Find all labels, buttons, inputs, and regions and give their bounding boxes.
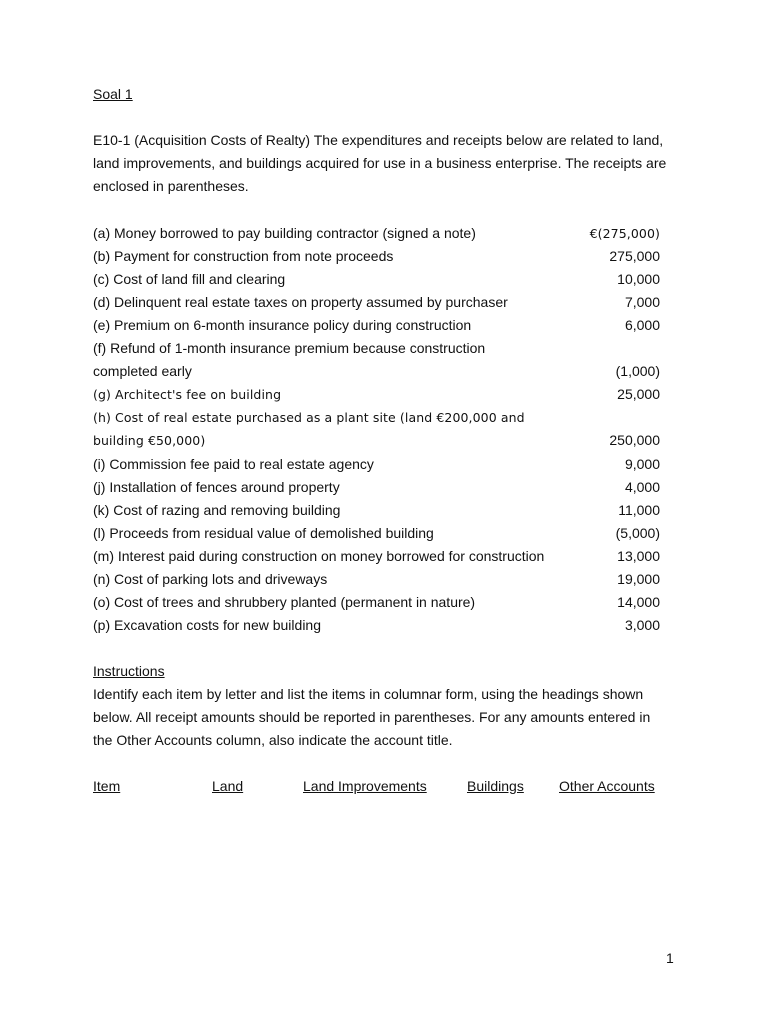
item-p-text: (p) Excavation costs for new building <box>93 617 321 633</box>
page-number: 1 <box>666 950 674 966</box>
column-other-accounts: Other Accounts <box>559 778 655 794</box>
item-e-amount: 6,000 <box>624 317 660 333</box>
item-g-text: (g) Architect's fee on building <box>93 387 282 402</box>
heading: Soal 1 <box>93 86 133 102</box>
instructions-title: Instructions <box>93 663 165 679</box>
item-e-text: (e) Premium on 6-month insurance policy during construction <box>93 317 472 333</box>
item-h-text-cont: building €50,000) <box>93 433 206 448</box>
item-l-text: (l) Proceeds from residual value of demolished building <box>93 525 434 541</box>
intro-line-3: enclosed in parentheses. <box>93 178 249 194</box>
column-land-improvements: Land Improvements <box>303 778 427 794</box>
item-n-text: (n) Cost of parking lots and driveways <box>93 571 328 587</box>
item-l-amount: (5,000) <box>615 525 660 541</box>
item-c-text: (c) Cost of land fill and clearing <box>93 271 286 287</box>
item-m-amount: 13,000 <box>617 548 660 564</box>
intro-line-1: E10-1 (Acquisition Costs of Realty) The expenditures and receipts below are related to land, <box>93 132 664 148</box>
item-h-text: (h) Cost of real estate purchased as a plant site (land €200,000 and <box>93 410 525 425</box>
item-n-amount: 19,000 <box>617 571 660 587</box>
item-h-amount-cont: 250,000 <box>609 432 660 448</box>
item-i-text: (i) Commission fee paid to real estate agency <box>93 456 374 472</box>
item-f-text: (f) Refund of 1-month insurance premium because construction <box>93 340 486 356</box>
item-p-amount: 3,000 <box>624 617 660 633</box>
item-k-text: (k) Cost of razing and removing building <box>93 502 341 518</box>
item-m-text: (m) Interest paid during construction on money borrowed for construction <box>93 548 545 564</box>
item-f-amount-cont: (1,000) <box>615 363 660 379</box>
instructions-line-2: below. All receipt amounts should be reported in parentheses. For any amounts entered in <box>93 709 651 725</box>
item-b-amount: 275,000 <box>609 248 660 264</box>
item-o-text: (o) Cost of trees and shrubbery planted (permanent in nature) <box>93 594 476 610</box>
instructions-line-3: the Other Accounts column, also indicate the account title. <box>93 732 453 748</box>
item-i-amount: 9,000 <box>624 456 660 472</box>
item-j-amount: 4,000 <box>624 479 660 495</box>
item-d-text: (d) Delinquent real estate taxes on property assumed by purchaser <box>93 294 508 310</box>
item-j-text: (j) Installation of fences around property <box>93 479 340 495</box>
item-c-amount: 10,000 <box>617 271 660 287</box>
instructions-line-1: Identify each item by letter and list the items in columnar form, using the headings shown <box>93 686 644 702</box>
column-item: Item <box>93 778 121 794</box>
item-b-text: (b) Payment for construction from note proceeds <box>93 248 394 264</box>
item-a-amount: €(275,000) <box>589 226 660 241</box>
item-f-text-cont: completed early <box>93 363 192 379</box>
item-g-amount: 25,000 <box>617 386 660 402</box>
item-k-amount: 11,000 <box>618 502 660 518</box>
item-d-amount: 7,000 <box>624 294 660 310</box>
item-o-amount: 14,000 <box>617 594 660 610</box>
column-land: Land <box>212 778 244 794</box>
item-a-text: (a) Money borrowed to pay building contractor (signed a note) <box>93 225 476 241</box>
intro-line-2: land improvements, and buildings acquired for use in a business enterprise. The receipts are <box>93 155 667 171</box>
column-buildings: Buildings <box>467 778 524 794</box>
